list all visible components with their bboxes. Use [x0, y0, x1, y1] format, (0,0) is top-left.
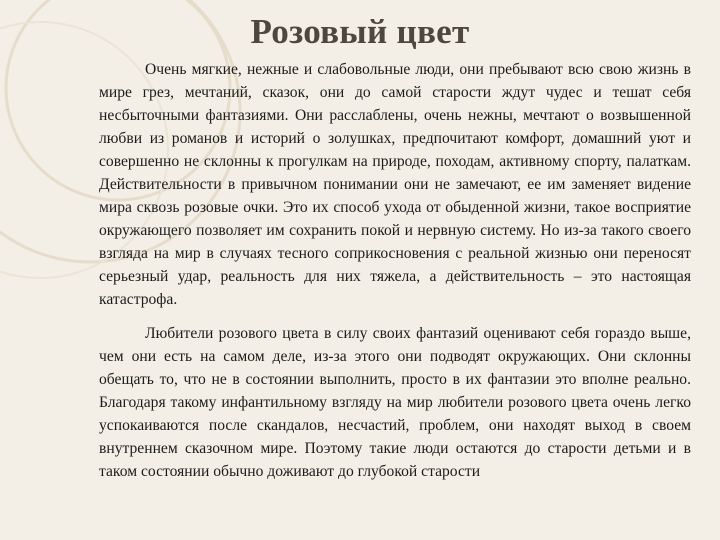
slide-body [99, 58, 691, 483]
paragraph-1: Очень мягкие, нежные и слабовольные люди, они пребывают всю свою жизнь в мире грез, мечтаний, сказок, они до самой старости ждут чудес и тешат себя несбыточными фантазиями. Они расслаблены, очень нежны, мечтают о возвышенной любви из романов и историй о золушках, предпочитают комфорт, домашний уют и совершенно не склонны к прогулкам на природе, походам, активному спорту, палаткам. Действительности в привычном понимании они не замечают, ее им заменяет видение мира сквозь розовые очки. Это их способ ухода от обыденной жизни, такое восприятие окружающего позволяет им сохранить покой и нервную систему. Но из-за такого своего взгляда на мир в случаях тесного соприкосновения с реальной жизнью они переносят серьезный удар, реальность для них тяжела, а действительность – это настоящая катастрофа. [99, 61, 691, 308]
slide-title: Розовый цвет [250, 12, 470, 51]
paragraph-2: Любители розового цвета в силу своих фантазий оценивают себя гораздо выше, чем они есть на самом деле, из-за этого они подводят окружающих. Они склонны обещать то, что не в состоянии выполнить, просто в их фантазии это вполне реально. Благодаря такому инфантильному взгляду на мир любители розового цвета очень легко успокаиваются после скандалов, несчастий, проблем, они находят выход в своем внутреннем сказочном мире. Поэтому такие люди остаются до старости детьми и в таком состоянии обычно доживают до глубокой старости [99, 325, 691, 480]
